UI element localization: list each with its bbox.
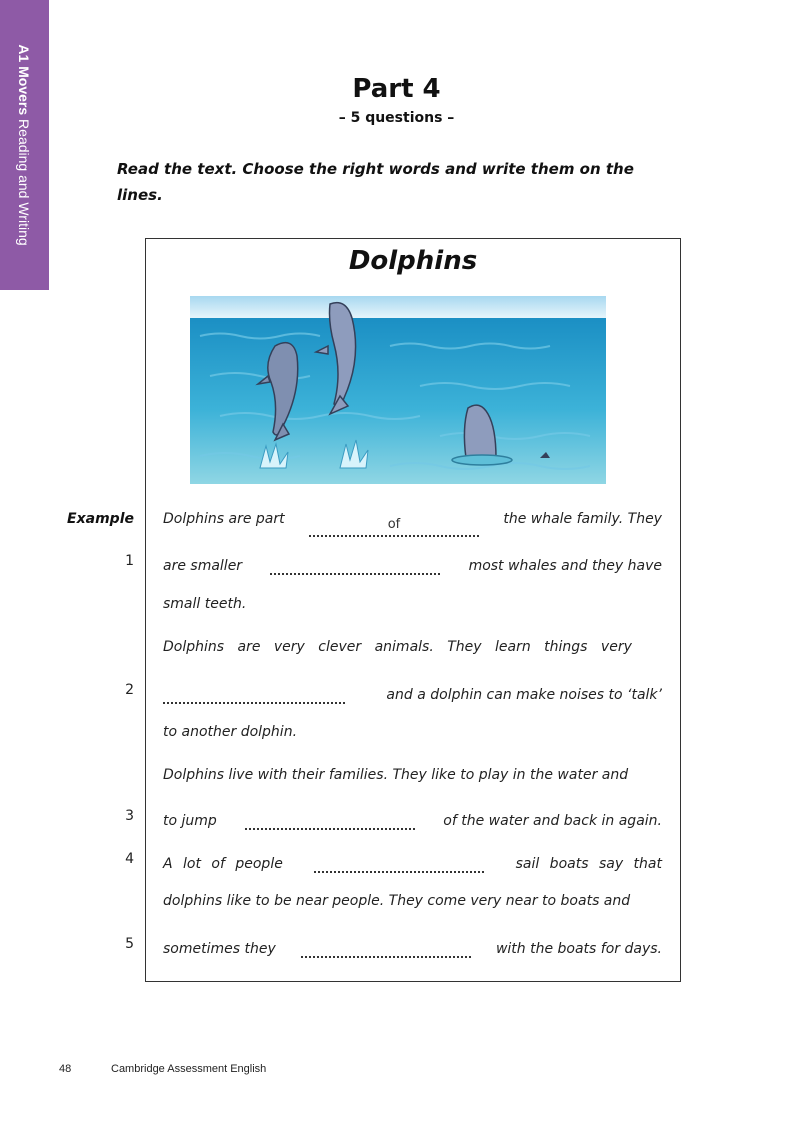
passage-title: Dolphins [348,246,478,276]
question-number-2: 2 [125,682,134,698]
section-label: Reading and Writing [16,119,32,246]
instructions: Read the text. Choose the right words and write them on the lines. [117,160,634,204]
passage-line: sometimes they with the boats for days. [163,933,662,955]
passage-line: to jump of the water and back in again. [163,805,662,827]
passage-line: dolphins like to be near people. They come very near to boats and [163,893,631,909]
passage-line: Dolphins are very clever animals. They learn things very [163,639,632,655]
page-number: 48 [59,1063,72,1075]
question-number-3: 3 [125,808,134,824]
section-side-tab [0,0,49,290]
passage-line: A lot of people sail boats say that [163,848,662,870]
question-number-1: 1 [125,553,134,569]
passage-line: to another dolphin. [163,724,298,740]
answer-blank-4[interactable] [314,853,484,873]
passage-line: are smaller most whales and they have [163,550,662,572]
publisher: Cambridge Assessment English [111,1063,267,1075]
passage-line: Dolphins live with their families. They like to play in the water and [163,767,629,783]
answer-blank-1[interactable] [270,555,440,575]
question-number-5: 5 [125,936,134,952]
level-label: A1 Movers [16,44,32,116]
passage-line: Dolphins are part of the whale family. They [163,508,662,530]
part-title: Part 4 [352,74,441,104]
passage-line: small teeth. [163,596,247,612]
answer-blank-3[interactable] [245,810,415,830]
part-subtitle: – 5 questions – [338,110,455,126]
example-label: Example [67,511,134,527]
passage-line: and a dolphin can make noises to ‘talk’ [163,679,662,701]
answer-blank-2[interactable] [163,684,345,704]
answer-blank-5[interactable] [301,938,471,958]
example-answer: of [309,517,479,537]
question-number-4: 4 [125,851,134,867]
dolphins-illustration [190,296,606,484]
